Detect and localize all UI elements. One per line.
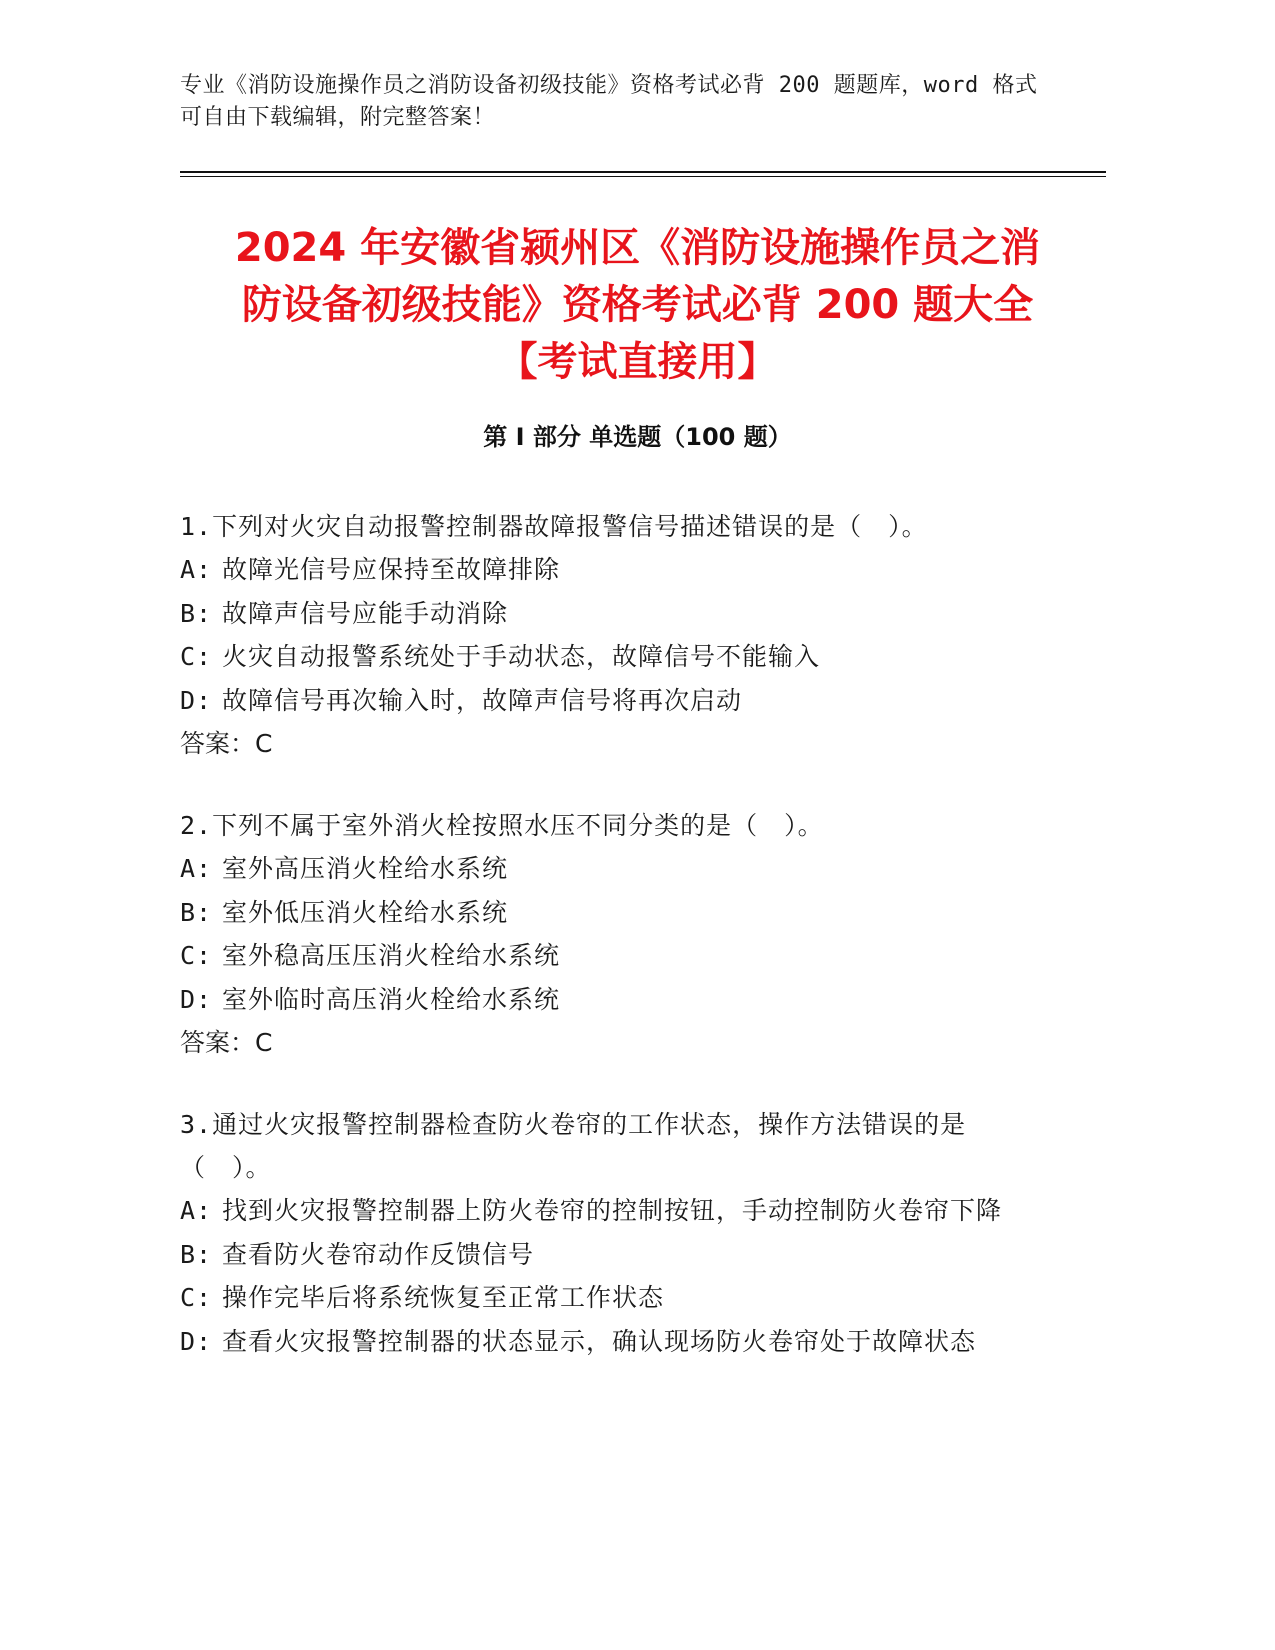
section-title: 第 I 部分 单选题（100 题） (483, 423, 792, 451)
option-letter: A: (180, 1196, 213, 1225)
option-text: 操作完毕后将系统恢复至正常工作状态 (222, 1283, 665, 1312)
option-text: 室外稳高压压消火栓给水系统 (222, 941, 561, 970)
option-letter: B: (180, 897, 213, 927)
question-1 (180, 505, 1040, 765)
answer-line: 答案：C (180, 1028, 273, 1057)
option-letter: D: (180, 1326, 213, 1356)
option-text: 故障信号再次输入时，故障声信号将再次启动 (222, 685, 743, 715)
option-c (180, 1276, 1040, 1320)
option-letter: D: (180, 984, 213, 1014)
option-text: 室外高压消火栓给水系统 (222, 854, 509, 883)
option-letter: C: (180, 642, 213, 671)
question-stem: 2.下列不属于室外消火栓按照水压不同分类的是（ ）。 (180, 811, 824, 840)
option-d (180, 1320, 1040, 1364)
header-divider-thick (180, 171, 1106, 173)
question-list (180, 505, 1040, 1402)
option-text: 查看火灾报警控制器的状态显示，确认现场防火卷帘处于故障状态 (222, 1326, 977, 1356)
option-c (180, 635, 1040, 679)
document-title (150, 220, 1125, 391)
option-b (180, 592, 1040, 636)
option-d (180, 978, 1040, 1022)
question-stem: 1.下列对火灾自动报警控制器故障报警信号描述错误的是（ ）。 (180, 512, 928, 541)
option-a (180, 1189, 1040, 1233)
option-letter: B: (180, 598, 213, 628)
option-b (180, 1233, 1040, 1277)
document-title-line-3: 【考试直接用】 (497, 339, 778, 385)
document-title-line-2: 防设备初级技能》资格考试必背 200 题大全 (241, 282, 1034, 328)
option-letter: C: (180, 941, 213, 970)
header-note: 专业《消防设施操作员之消防设备初级技能》资格考试必背 200 题题库，word 格式可自由下载编辑，附完整答案！ (180, 73, 1038, 130)
option-c (180, 934, 1040, 978)
option-a (180, 847, 1040, 891)
option-text: 火灾自动报警系统处于手动状态，故障信号不能输入 (222, 642, 821, 671)
option-text: 故障光信号应保持至故障排除 (222, 555, 561, 584)
option-text: 故障声信号应能手动消除 (222, 598, 509, 628)
option-text: 室外低压消火栓给水系统 (222, 897, 509, 927)
option-b (180, 891, 1040, 935)
option-d (180, 679, 1040, 723)
answer-line: 答案：C (180, 729, 273, 758)
option-letter: B: (180, 1239, 213, 1269)
option-text: 查看防火卷帘动作反馈信号 (222, 1239, 535, 1269)
option-letter: A: (180, 555, 213, 584)
question-stem: 3.通过火灾报警控制器检查防火卷帘的工作状态，操作方法错误的是（ ）。 (180, 1110, 967, 1182)
option-letter: D: (180, 685, 213, 715)
option-text: 室外临时高压消火栓给水系统 (222, 984, 561, 1014)
question-3 (180, 1103, 1040, 1363)
option-letter: A: (180, 854, 213, 883)
header-divider-thin (180, 176, 1106, 177)
question-2 (180, 804, 1040, 1064)
option-text: 找到火灾报警控制器上防火卷帘的控制按钮，手动控制防火卷帘下降 (222, 1196, 1003, 1225)
option-letter: C: (180, 1283, 213, 1312)
document-title-line-1: 2024 年安徽省颍州区《消防设施操作员之消 (234, 225, 1041, 271)
option-a (180, 548, 1040, 592)
